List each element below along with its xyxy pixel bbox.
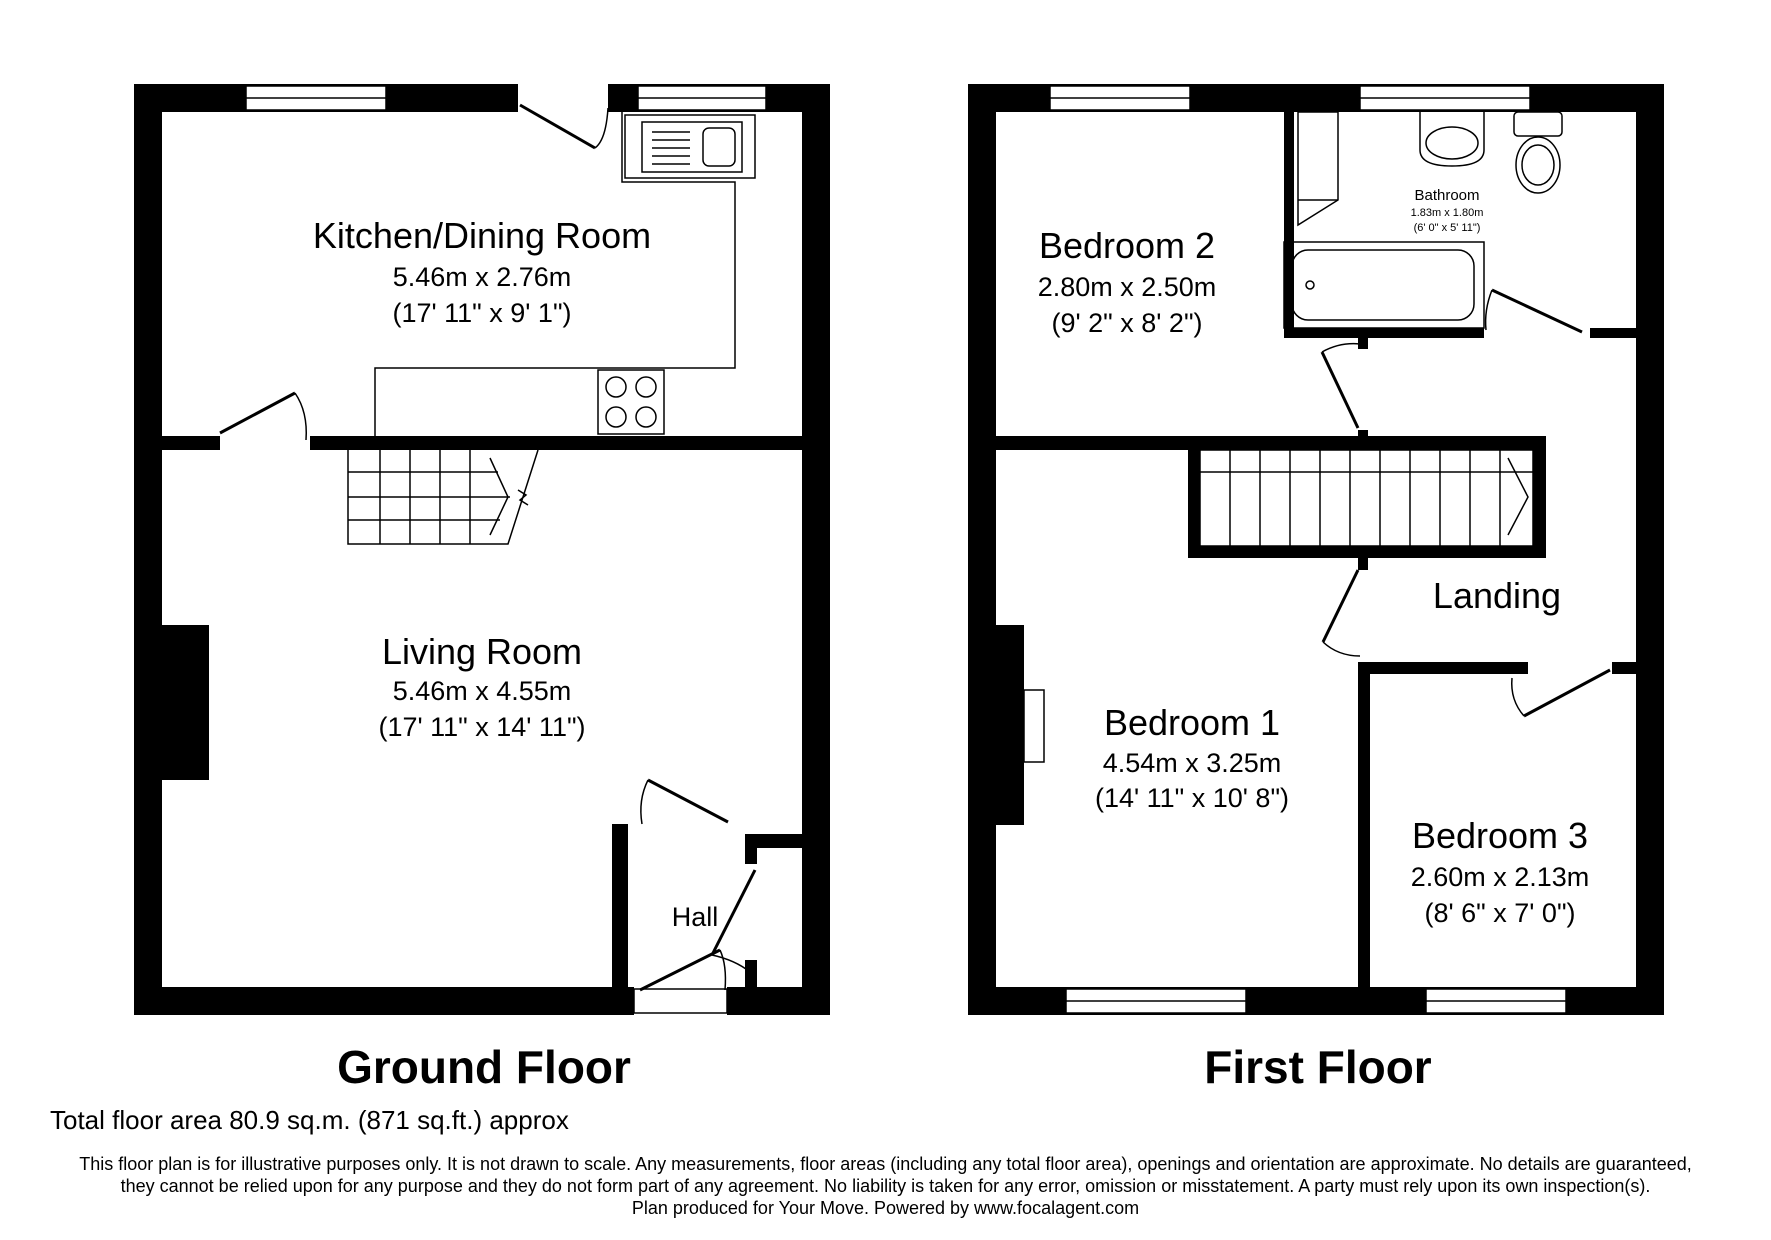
disclaimer-line: This floor plan is for illustrative purposes only. It is not drawn to scale. Any measurements, floor areas (including any total floor area), openings and orientation are approximate. No details are guaranteed, [79, 1154, 1692, 1174]
bedroom-3-label [1411, 815, 1590, 928]
basin-icon [1420, 112, 1484, 166]
bathroom-label [1411, 187, 1484, 234]
svg-text:(17' 11" x 9' 1"): (17' 11" x 9' 1") [392, 298, 572, 328]
svg-text:5.46m x 4.55m: 5.46m x 4.55m [392, 676, 572, 706]
first-floor-stairs [1200, 450, 1533, 546]
kitchen-dining-room-label [313, 215, 651, 328]
svg-text:1.83m x 1.80m: 1.83m x 1.80m [1410, 207, 1484, 219]
svg-text:Bedroom 1: Bedroom 1 [1103, 702, 1281, 743]
door-swings-first [1322, 290, 1610, 716]
disclaimer-line: they cannot be relied upon for any purpose and they do not form part of any agreement. No liability is taken for any error, omission or misstatement. A party must rely upon its own inspection(s). [120, 1176, 1651, 1196]
svg-text:4.54m x 3.25m: 4.54m x 3.25m [1102, 748, 1282, 778]
landing-label: Landing [1432, 575, 1562, 616]
svg-text:5.46m x 2.76m: 5.46m x 2.76m [392, 262, 572, 292]
svg-text:(9' 2" x 8' 2"): (9' 2" x 8' 2") [1051, 308, 1203, 338]
svg-text:Bedroom 2: Bedroom 2 [1038, 225, 1216, 266]
toilet-icon [1514, 112, 1562, 193]
bath-icon [1284, 242, 1484, 328]
disclaimer [20, 1153, 1751, 1219]
svg-text:2.80m x 2.50m: 2.80m x 2.50m [1037, 272, 1217, 302]
fireplace-hearth [1024, 690, 1044, 762]
bedroom-1-label [1095, 702, 1289, 813]
hob-icon [598, 370, 664, 434]
svg-text:Living Room: Living Room [381, 631, 583, 672]
svg-text:2.60m x 2.13m: 2.60m x 2.13m [1410, 862, 1590, 892]
first-floor-title: First Floor [1204, 1041, 1432, 1093]
svg-text:Kitchen/Dining Room: Kitchen/Dining Room [312, 215, 652, 256]
bathroom-fixtures [1284, 112, 1562, 328]
svg-text:(17' 11" x 14' 11"): (17' 11" x 14' 11") [378, 712, 586, 742]
total-floor-area: Total floor area 80.9 sq.m. (871 sq.ft.) approx [50, 1105, 569, 1135]
sink-icon [625, 115, 755, 178]
bedroom-2-label [1038, 225, 1217, 338]
living-room-label [378, 631, 585, 742]
svg-text:(8' 6" x 7' 0"): (8' 6" x 7' 0") [1424, 898, 1576, 928]
disclaimer-line: Plan produced for Your Move. Powered by www.focalagent.com [631, 1198, 1140, 1218]
first-floor-plan [968, 84, 1664, 1015]
ground-stairs [348, 450, 538, 544]
svg-text:(6' 0" x 5' 11"): (6' 0" x 5' 11") [1413, 222, 1481, 234]
svg-text:Bedroom 3: Bedroom 3 [1411, 815, 1589, 856]
svg-text:(14' 11" x 10' 8"): (14' 11" x 10' 8") [1094, 783, 1290, 813]
hall-label: Hall [671, 902, 719, 932]
svg-text:Bathroom: Bathroom [1414, 187, 1480, 204]
back-door-opening [518, 84, 608, 112]
ground-floor-title: Ground Floor [337, 1041, 631, 1093]
ground-floor-plan [134, 84, 830, 1015]
